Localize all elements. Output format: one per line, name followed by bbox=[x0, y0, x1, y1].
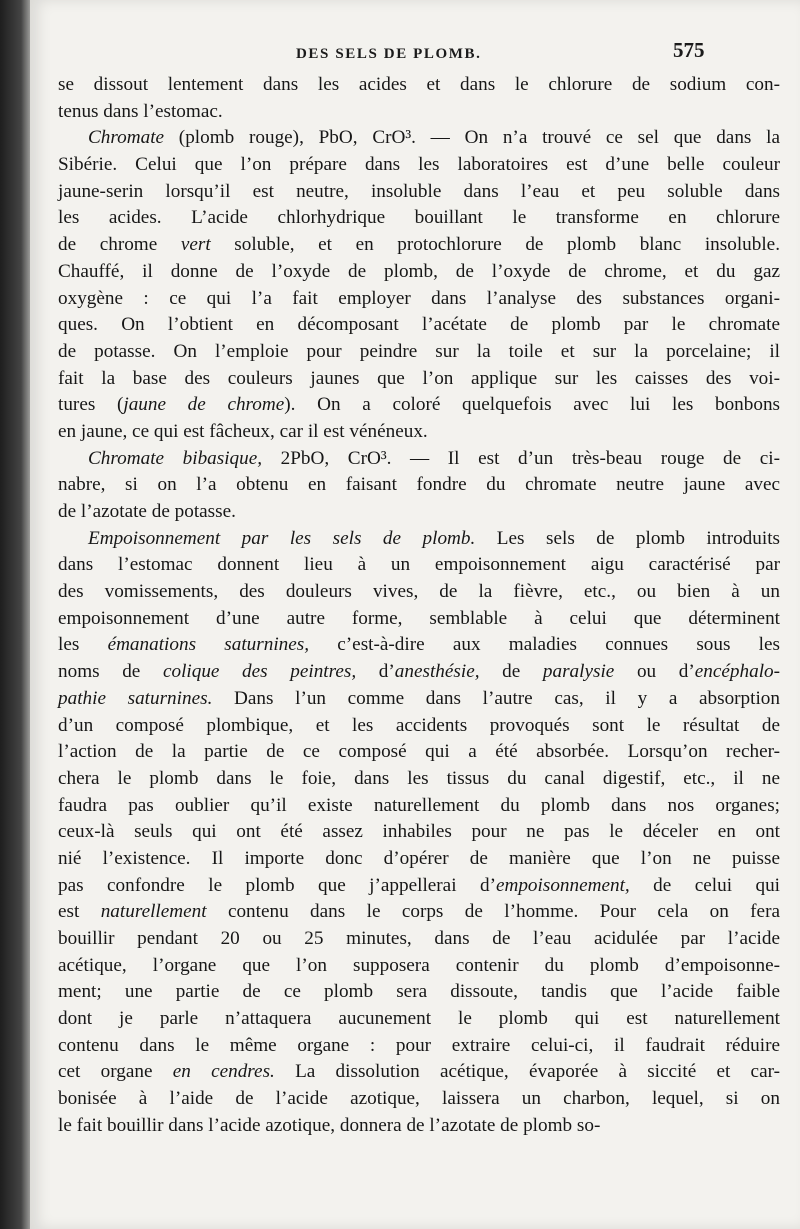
text-segment: Chauffé, il donne de l’oxyde de plomb, de l’oxyde de chrome, et du gaz bbox=[58, 260, 780, 282]
text-line bbox=[58, 926, 780, 953]
body-text bbox=[58, 72, 780, 1140]
italic-segment: encéphalo- bbox=[694, 661, 781, 683]
text-line bbox=[58, 793, 780, 820]
text-segment: contenu dans le même organe : pour extraire celui-ci, il faudrait réduire bbox=[58, 1034, 780, 1056]
text-segment: les acides. L’acide chlorhydrique bouillant le transforme en chlorure bbox=[58, 207, 780, 229]
page-header bbox=[30, 38, 800, 68]
book-page bbox=[30, 0, 800, 1229]
text-line bbox=[58, 1006, 780, 1033]
text-line bbox=[58, 686, 780, 713]
text-line bbox=[58, 179, 780, 206]
text-line bbox=[58, 953, 780, 980]
text-segment: dans l’estomac donnent lieu à un empoisonnement aigu caractérisé par bbox=[58, 554, 780, 576]
text-segment: La dissolution acétique, évaporée à siccité et car- bbox=[274, 1061, 780, 1083]
page-gutter-shadow bbox=[0, 0, 30, 1229]
text-line bbox=[58, 1059, 780, 1086]
italic-segment: Empoisonnement par les sels de plomb. bbox=[88, 527, 476, 549]
text-line bbox=[58, 659, 780, 686]
text-segment: dont je parle n’attaquera aucunement le plomb qui est naturellement bbox=[58, 1008, 780, 1030]
text-segment: d’un composé plombique, et les accidents provoqués sont le résultat de bbox=[58, 714, 780, 736]
text-line bbox=[58, 72, 780, 99]
text-line bbox=[58, 1033, 780, 1060]
text-segment: les bbox=[58, 634, 108, 656]
text-line bbox=[58, 286, 780, 313]
text-segment: de bbox=[479, 661, 543, 683]
text-line bbox=[58, 899, 780, 926]
text-segment: est bbox=[58, 901, 101, 923]
text-line bbox=[58, 446, 780, 473]
text-line bbox=[58, 819, 780, 846]
text-line bbox=[58, 739, 780, 766]
italic-segment: Chromate bibasique, bbox=[88, 447, 263, 469]
text-line bbox=[58, 499, 780, 526]
text-segment: bonisée à l’aide de l’acide azotique, laissera un charbon, lequel, si on bbox=[58, 1088, 780, 1110]
text-line bbox=[58, 552, 780, 579]
text-segment: de chrome bbox=[58, 234, 181, 256]
text-line bbox=[58, 579, 780, 606]
text-line bbox=[58, 205, 780, 232]
text-segment: nabre, si on l’a obtenu en faisant fondre du chromate neutre jaune avec bbox=[58, 474, 780, 496]
text-segment: Sibérie. Celui que l’on prépare dans les laboratoires est d’une belle couleur bbox=[58, 154, 780, 176]
text-line bbox=[58, 259, 780, 286]
italic-segment: empoisonnement, bbox=[495, 874, 630, 896]
text-segment: ceux-là seuls qui ont été assez inhabiles pour ne pas le déceler en ont bbox=[58, 821, 780, 843]
text-line bbox=[58, 99, 780, 126]
text-segment: de l’azotate de potasse. bbox=[58, 501, 236, 522]
text-segment: pas confondre le plomb que j’appellerai d’ bbox=[58, 874, 496, 896]
italic-segment: paralysie bbox=[542, 661, 615, 683]
text-line bbox=[58, 526, 780, 553]
text-segment: fait la base des couleurs jaunes que l’on applique sur les caisses des voi- bbox=[58, 367, 780, 389]
text-segment: de celui qui bbox=[629, 874, 780, 896]
text-line bbox=[58, 979, 780, 1006]
text-line bbox=[58, 846, 780, 873]
text-segment: se dissout lentement dans les acides et dans le chlorure de sodium con- bbox=[58, 74, 780, 95]
text-segment: nié l’existence. Il importe donc d’opérer de manière que l’on ne puisse bbox=[58, 847, 780, 869]
text-line bbox=[58, 392, 780, 419]
text-segment: d’ bbox=[356, 661, 395, 683]
italic-segment: jaune de chrome bbox=[123, 394, 285, 416]
text-segment: noms de bbox=[58, 661, 163, 683]
text-segment: soluble, et en protochlorure de plomb blanc insoluble. bbox=[210, 234, 780, 256]
italic-segment: Chromate bbox=[88, 127, 165, 149]
italic-segment: vert bbox=[180, 234, 211, 256]
text-line bbox=[58, 232, 780, 259]
text-segment: chera le plomb dans le foie, dans les tissus du canal digestif, etc., il ne bbox=[58, 767, 780, 789]
text-line bbox=[58, 312, 780, 339]
text-segment: jaune-serin lorsqu’il est neutre, insoluble dans l’eau et peu soluble dans bbox=[58, 180, 780, 202]
text-line bbox=[58, 366, 780, 393]
text-segment: ques. On l’obtient en décomposant l’acétate de plomb par le chromate bbox=[58, 314, 780, 336]
text-segment: cet organe bbox=[58, 1061, 173, 1083]
text-segment: Les sels de plomb introduits bbox=[475, 527, 780, 549]
text-line bbox=[58, 606, 780, 633]
text-segment: des vomissements, des douleurs vives, de la fièvre, etc., ou bien à un bbox=[58, 581, 780, 603]
text-line bbox=[58, 873, 780, 900]
text-line bbox=[58, 713, 780, 740]
text-line bbox=[58, 1113, 780, 1140]
text-segment: contenu dans le corps de l’homme. Pour cela on fera bbox=[206, 901, 780, 923]
text-segment: le fait bouillir dans l’acide azotique, donnera de l’azotate de plomb so- bbox=[58, 1114, 601, 1136]
text-line bbox=[58, 339, 780, 366]
text-segment: bouillir pendant 20 ou 25 minutes, dans de l’eau acidulée par l’acide bbox=[58, 928, 780, 949]
text-line bbox=[58, 152, 780, 179]
text-segment: ment; une partie de ce plomb sera dissoute, tandis que l’acide faible bbox=[58, 981, 780, 1003]
text-segment: empoisonnement d’une autre forme, semblable à celui que déterminent bbox=[58, 607, 780, 629]
text-segment: 2PbO, CrO³. — Il est d’un très-beau rouge de ci- bbox=[262, 447, 780, 469]
text-segment: (plomb rouge), PbO, CrO³. — On n’a trouvé ce sel que dans la bbox=[164, 127, 780, 149]
text-segment: tenus dans l’estomac. bbox=[58, 100, 223, 122]
text-line bbox=[58, 419, 780, 446]
italic-segment: colique des peintres, bbox=[162, 661, 357, 683]
text-segment: oxygène : ce qui l’a fait employer dans l’analyse des substances organi- bbox=[58, 287, 780, 309]
text-line bbox=[58, 1086, 780, 1113]
text-segment: c’est-à-dire aux maladies connues sous les bbox=[309, 634, 780, 656]
italic-segment: émanations saturnines, bbox=[107, 634, 310, 656]
text-line bbox=[58, 125, 780, 152]
text-line bbox=[58, 632, 780, 659]
page-number: 575 bbox=[673, 38, 705, 62]
text-segment: de potasse. On l’emploie pour peindre sur la toile et sur la porcelaine; il bbox=[58, 340, 780, 362]
italic-segment: naturellement bbox=[100, 901, 207, 923]
italic-segment: anesthésie, bbox=[394, 661, 480, 683]
text-segment: l’action de la partie de ce composé qui a été absorbée. Lorsqu’on recher- bbox=[58, 741, 780, 763]
text-segment: ). On a coloré quelquefois avec lui les bonbons bbox=[284, 394, 781, 416]
text-line bbox=[58, 766, 780, 793]
running-head: DES SELS DE PLOMB. bbox=[296, 46, 482, 62]
text-segment: ou d’ bbox=[614, 661, 695, 683]
text-segment: faudra pas oublier qu’il existe naturellement du plomb dans nos organes; bbox=[58, 794, 780, 816]
italic-segment: pathie saturnines. bbox=[58, 687, 213, 709]
text-segment: acétique, l’organe que l’on supposera contenir du plomb d’empoisonne- bbox=[58, 954, 780, 976]
text-segment: Dans l’un comme dans l’autre cas, il y a absorption bbox=[212, 687, 780, 709]
text-segment: en jaune, ce qui est fâcheux, car il est vénéneux. bbox=[58, 420, 428, 442]
italic-segment: en cendres. bbox=[172, 1061, 275, 1083]
text-line bbox=[58, 472, 780, 499]
text-segment: tures ( bbox=[58, 394, 124, 416]
